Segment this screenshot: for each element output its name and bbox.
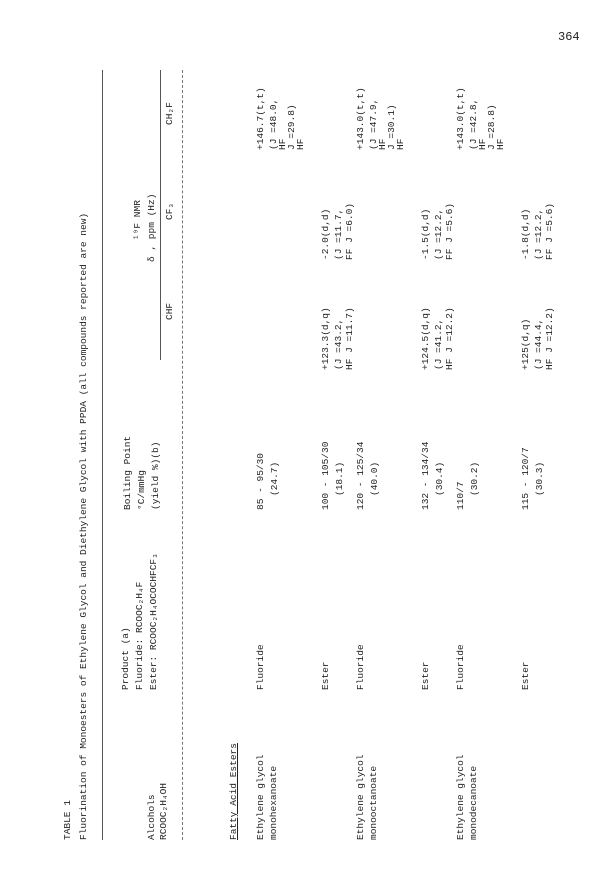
cell-bp: 115 - 120/7: [520, 447, 531, 510]
cell-bp: 85 - 95/30: [255, 452, 266, 510]
cell-alcohol-2: monooctanoate: [368, 765, 379, 840]
hdr-cf3: CF₃: [164, 202, 175, 220]
cell-ch2f: +143.0(t,t): [355, 87, 366, 150]
cell-yield: (40.0): [369, 461, 380, 496]
cell-ch2f-2: (J =42.8,: [468, 98, 479, 150]
cell-chf: +125(d,q): [520, 318, 531, 370]
table-label: TABLE 1: [62, 800, 73, 840]
section-title: Fatty Acid Esters: [228, 743, 239, 840]
table-caption: Fluorination of Monoesters of Ethylene Glycol and Diethylene Glycol with PPDA (all compounds reported are new): [78, 212, 89, 840]
cell-ch2f-3: HF: [277, 138, 288, 150]
cell-cf3-3: FF J =5.6): [444, 202, 455, 260]
cell-chf-3: HF J =12.2): [444, 307, 455, 370]
nmr-rule: [160, 70, 161, 360]
cell-chf-3: HF J =12.2): [544, 307, 555, 370]
cell-chf-2: (J =43.2,: [333, 318, 344, 370]
cell-cf3-3: FF J =6.0): [344, 202, 355, 260]
cell-ch2f-4: J =30.1): [386, 104, 397, 150]
hdr-alcohols-2: RCOOC₂H₄OH: [158, 782, 169, 840]
cell-yield: (24.7): [269, 461, 280, 496]
cell-ch2f-3: HF: [477, 138, 488, 150]
cell-bp: 120 - 125/34: [355, 441, 366, 510]
cell-cf3: -1.5(d,d): [420, 208, 431, 260]
cell-ch2f-4: J =29.8): [286, 104, 297, 150]
cell-ch2f-5: HF: [395, 138, 406, 150]
cell-alcohol: Ethylene glycol: [355, 754, 366, 840]
rotated-table: [50, 60, 555, 840]
cell-product: Ester: [320, 661, 331, 690]
cell-cf3-2: (J =12.2,: [533, 208, 544, 260]
hdr-bp-2: °C/mmHg: [136, 470, 147, 510]
cell-ch2f-3: HF: [377, 138, 388, 150]
cell-ch2f: +146.7(t,t): [255, 87, 266, 150]
cell-yield: (18.1): [334, 461, 345, 496]
cell-chf-2: (J =44.4,: [533, 318, 544, 370]
hdr-product-2: Fluoride: RCOOC₂H₄F: [134, 581, 145, 690]
page-number: 364: [558, 30, 580, 44]
cell-product: Fluoride: [455, 644, 466, 690]
top-rule: [102, 70, 103, 840]
cell-alcohol: Ethylene glycol: [455, 754, 466, 840]
cell-cf3: -1.8(d,d): [520, 208, 531, 260]
cell-product: Ester: [420, 661, 431, 690]
cell-cf3: -2.0(d,d): [320, 208, 331, 260]
header-rule: [182, 70, 183, 840]
hdr-bp-3: (yield %)(b): [150, 441, 161, 510]
cell-chf: +124.5(d,q): [420, 307, 431, 370]
cell-chf-3: HF J =11.7): [344, 307, 355, 370]
cell-alcohol-2: monohexanoate: [268, 765, 279, 840]
cell-bp: 132 - 134/34: [420, 441, 431, 510]
cell-chf-2: (J =41.2,: [433, 318, 444, 370]
cell-yield: (30.4): [434, 461, 445, 496]
cell-ch2f-5: HF: [295, 138, 306, 150]
cell-alcohol: Ethylene glycol: [255, 754, 266, 840]
cell-ch2f-2: (J =47.9,: [368, 98, 379, 150]
cell-yield: (30.3): [534, 461, 545, 496]
cell-product: Fluoride: [355, 644, 366, 690]
cell-product: Ester: [520, 661, 531, 690]
cell-bp: 100 - 105/30: [320, 441, 331, 510]
cell-chf: +123.3(d,q): [320, 307, 331, 370]
cell-bp: 110/7: [455, 481, 466, 510]
hdr-ch2f: CH₂F: [164, 102, 175, 125]
cell-yield: (30.2): [469, 461, 480, 496]
hdr-nmr-2: δ , ppm (Hz): [146, 193, 157, 262]
cell-cf3-2: (J =12.2,: [433, 208, 444, 260]
cell-alcohol-2: monodecanoate: [468, 765, 479, 840]
hdr-product-3: Ester: RCOOC₂H₄OCOCHFCF₃: [148, 553, 159, 690]
cell-cf3-3: FF J =5.6): [544, 202, 555, 260]
hdr-alcohols-1: Alcohols: [146, 794, 157, 840]
hdr-bp-1: Boiling Point: [122, 435, 133, 510]
hdr-chf: CHF: [164, 302, 175, 320]
hdr-nmr-1: ¹⁹F NMR: [132, 200, 143, 240]
cell-cf3-2: (J =11.7,: [333, 208, 344, 260]
cell-ch2f-2: (J =48.0,: [268, 98, 279, 150]
cell-ch2f-4: J =28.8): [486, 104, 497, 150]
cell-ch2f: +143.0(t,t): [455, 87, 466, 150]
cell-ch2f-5: HF: [495, 138, 506, 150]
hdr-product-1: Product (a): [120, 627, 131, 690]
cell-product: Fluoride: [255, 644, 266, 690]
